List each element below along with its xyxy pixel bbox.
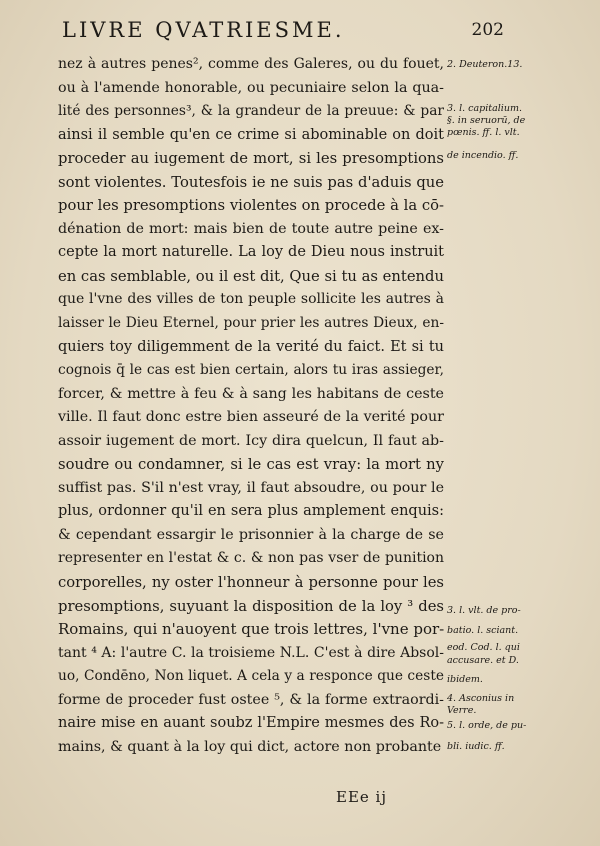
text-line: quiers toy diligemment de la verité du faict. Et si tu <box>58 338 444 355</box>
text-line: & cependant essargir le prisonnier à la charge de se <box>58 526 444 543</box>
running-title: LIVRE QVATRIESME. <box>62 18 345 42</box>
margin-note: 5. l. orde, de pu- <box>447 721 527 731</box>
text-line: ainsi il semble qu'en ce crime si abominable on doit <box>58 126 444 143</box>
text-line: nez à autres penes², comme des Galeres, ou du fouet, <box>58 56 444 72</box>
text-line: proceder au iugement de mort, si les presomptions <box>58 150 444 168</box>
text-line: sont violentes. Toutesfois ie ne suis pas d'aduis que <box>58 173 444 191</box>
text-line: corporelles, ny oster l'honneur à personne pour les <box>58 574 444 592</box>
text-line: laisser le Dieu Eternel, pour prier les autres Dieux, en- <box>58 315 444 332</box>
text-line: forme de proceder fust ostee ⁵, & la forme extraordi- <box>58 691 444 708</box>
text-line: pour les presomptions violentes on procede à la cō- <box>58 197 444 215</box>
margin-note: bli. iudic. ff. <box>447 742 505 752</box>
margin-note: batio. l. sciant. <box>447 626 519 636</box>
text-line: ou à l'amende honorable, ou pecuniaire selon la qua- <box>58 79 444 96</box>
body-text <box>58 53 444 759</box>
text-line: dénation de mort: mais bien de toute autre peine ex- <box>58 220 444 237</box>
text-line: suffist pas. S'il n'est vray, il faut absoudre, ou pour le <box>58 479 444 496</box>
text-line: soudre ou condamner, si le cas est vray: la mort ny <box>58 456 444 474</box>
page-number: 202 <box>471 20 504 40</box>
text-line: plus, ordonner qu'il en sera plus amplement enquis: <box>58 503 444 520</box>
margin-note: pœnis. ff. l. vlt. <box>447 128 520 138</box>
margin-note: de incendio. ff. <box>447 151 519 161</box>
text-line: lité des personnes³, & la grandeur de la preuue: & par <box>58 103 444 120</box>
margin-note: Verre. <box>447 706 477 716</box>
margin-notes <box>447 0 595 846</box>
margin-note: 3. l. capitalium. <box>447 104 522 114</box>
text-line: cepte la mort naturelle. La loy de Dieu nous instruit <box>58 244 444 261</box>
margin-note: 3. l. vlt. de pro- <box>447 606 521 616</box>
text-line: uo, Condēno, Non liquet. A cela y a responce que ceste <box>58 668 444 685</box>
margin-note: 2. Deuteron.13. <box>447 60 523 70</box>
text-line: naire mise en auant soubz l'Empire mesmes des Ro- <box>58 715 444 732</box>
text-line: en cas semblable, ou il est dit, Que si tu as entendu <box>58 267 444 285</box>
text-line: forcer, & mettre à feu & à sang les habitans de ceste <box>58 385 444 402</box>
margin-note: 4. Asconius in <box>447 694 515 704</box>
text-line: tant ⁴ A: l'autre C. la troisieme N.L. C'est à dire Absol- <box>58 644 444 661</box>
margin-note: ibidem. <box>447 675 483 685</box>
text-line: ville. Il faut donc estre bien asseuré de la verité pour <box>58 409 444 426</box>
text-line: cognois q̄ le cas est bien certain, alors tu iras assieger, <box>58 362 444 379</box>
text-line: que l'vne des villes de ton peuple sollicite les autres à <box>58 291 444 308</box>
margin-note: eod. Cod. l. qui <box>447 643 520 653</box>
margin-note: accusare. et D. <box>447 656 519 666</box>
text-line: mains, & quant à la loy qui dict, actore non probante <box>58 738 442 755</box>
text-line: assoir iugement de mort. Icy dira quelcun, Il faut ab- <box>58 432 444 449</box>
margin-note: §. in seruorū, de <box>447 116 526 126</box>
text-line: Romains, qui n'auoyent que trois lettres, l'vne por- <box>58 620 444 639</box>
signature-mark: EEe ij <box>336 788 387 806</box>
text-line: representer en l'estat & c. & non pas vser de punition <box>58 550 444 567</box>
text-line: presomptions, suyuant la disposition de la loy ³ des <box>58 597 444 615</box>
page-header <box>62 18 502 46</box>
